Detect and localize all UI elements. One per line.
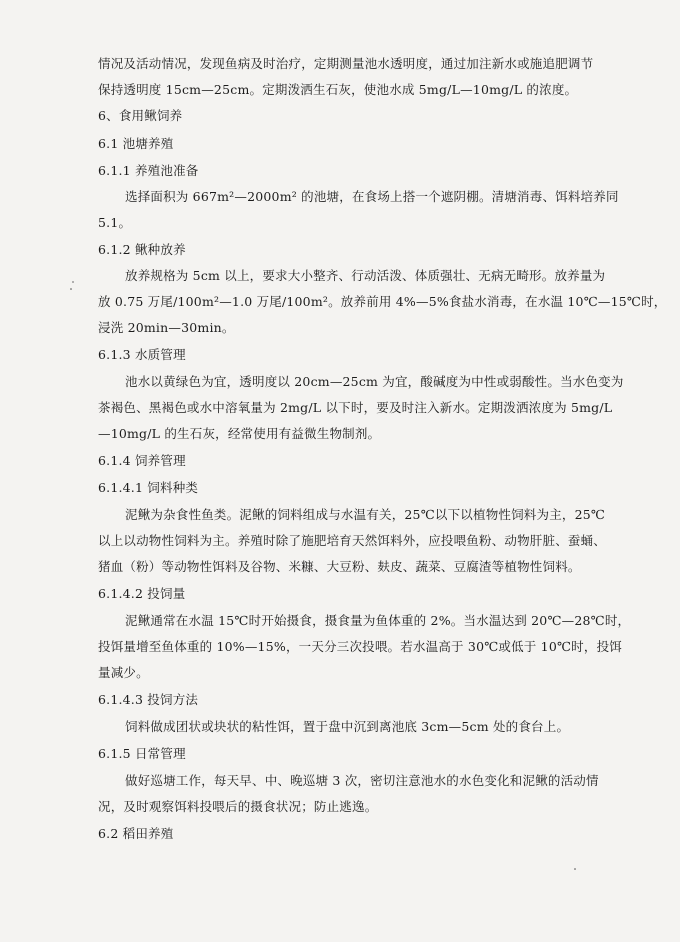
body-text-line: 以上以动物性饲料为主。养殖时除了施肥培育天然饵料外，应投喂鱼粉、动物肝脏、蚕蛹、 — [98, 533, 607, 548]
section-heading: 6、食用鳅饲养 — [98, 108, 183, 123]
body-text-line: 浸洗 20min—30min。 — [98, 320, 235, 335]
body-text-line: 投饵量增至鱼体重的 10%—15%，一天分三次投喂。若水温高于 30℃或低于 10℃时，投饵 — [98, 639, 622, 654]
body-text-line: 泥鳅通常在水温 15℃时开始摄食，摄食量为鱼体重的 2%。当水温达到 20℃—28℃时， — [125, 613, 631, 628]
section-heading: 6.1.4 饲养管理 — [98, 453, 186, 468]
section-heading: 6.2 稻田养殖 — [98, 826, 174, 841]
body-text-line: 泥鳅为杂食性鱼类。泥鳅的饲料组成与水温有关，25℃以下以植物性饲料为主，25℃ — [125, 507, 606, 522]
body-text-line: 饲料做成团状或块状的粘性饵，置于盘中沉到离池底 3cm—5cm 处的食台上。 — [125, 719, 570, 734]
body-text-line: 情况及活动情况，发现鱼病及时治疗，定期测量池水透明度，通过加注新水或施追肥调节 — [98, 56, 594, 71]
body-text-line: 做好巡塘工作，每天早、中、晚巡塘 3 次，密切注意池水的水色变化和泥鳅的活动情 — [125, 773, 599, 788]
scan-speck — [70, 288, 72, 290]
section-heading: 6.1.4.3 投饲方法 — [98, 692, 199, 707]
section-heading: 6.1.3 水质管理 — [98, 347, 186, 362]
section-heading: 6.1.5 日常管理 — [98, 746, 186, 761]
body-text-line: 放 0.75 万尾/100m²—1.0 万尾/100m²。放养前用 4%—5%食盐水消毒，在水温 10℃—15℃时， — [98, 294, 667, 309]
body-text-line: 量减少。 — [98, 665, 149, 680]
body-text-line: —10mg/L 的生石灰，经常使用有益微生物制剂。 — [98, 426, 381, 441]
section-heading: 6.1 池塘养殖 — [98, 136, 174, 151]
body-text-line: 放养规格为 5cm 以上，要求大小整齐、行动活泼、体质强壮、无病无畸形。放养量为 — [125, 268, 606, 283]
section-heading: 6.1.4.1 饲料种类 — [98, 480, 199, 495]
body-text-line: 保持透明度 15cm—25cm。定期泼洒生石灰，使池水成 5mg/L—10mg/L 的浓度。 — [98, 82, 578, 97]
section-heading: 6.1.4.2 投饲量 — [98, 586, 186, 601]
section-heading: 6.1.2 鳅种放养 — [98, 242, 186, 257]
body-text-line: 茶褐色、黑褐色或水中溶氧量为 2mg/L 以下时，要及时注入新水。定期泼洒浓度为 5mg/L — [98, 400, 613, 415]
body-text-line: 5.1。 — [98, 215, 132, 230]
scan-speck — [574, 868, 576, 870]
scan-speck — [72, 281, 74, 283]
body-text-line: 况，及时观察饵料投喂后的摄食状况；防止逃逸。 — [98, 799, 378, 814]
section-heading: 6.1.1 养殖池准备 — [98, 163, 199, 178]
body-text-line: 猪血（粉）等动物性饵料及谷物、米糠、大豆粉、麸皮、蔬菜、豆腐渣等植物性饲料。 — [98, 559, 581, 574]
body-text-line: 选择面积为 667m²—2000m² 的池塘，在食场上搭一个遮阴棚。清塘消毒、饵料培养同 — [125, 189, 619, 204]
body-text-line: 池水以黄绿色为宜，透明度以 20cm—25cm 为宜，酸碱度为中性或弱酸性。当水色变为 — [125, 374, 624, 389]
